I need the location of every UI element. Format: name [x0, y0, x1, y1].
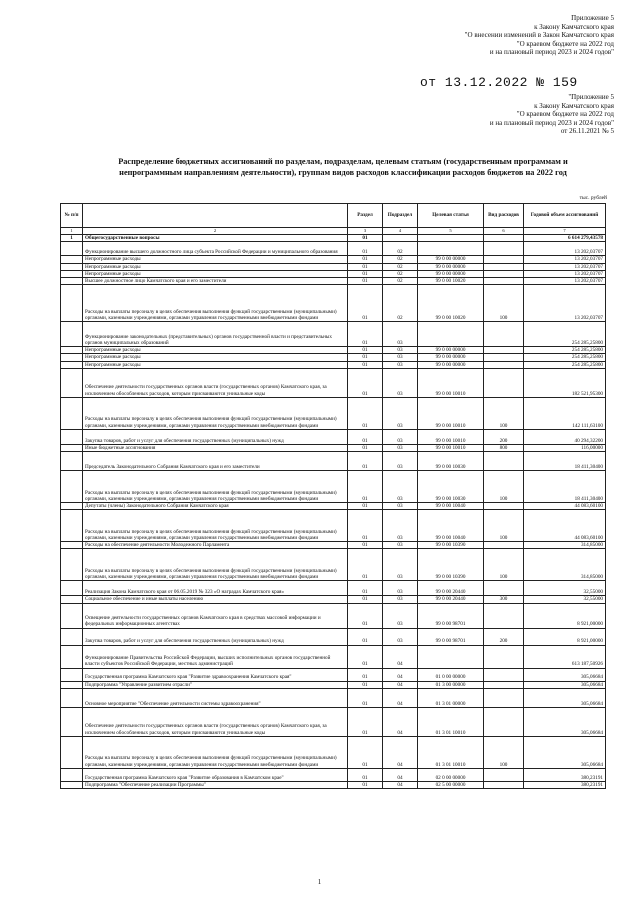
row-name: Обеспечение деятельности государственных органов власти (государственных органов) Камчатского края, за исключением обособленных расходов, которым присваиваются уникальные коды — [83, 707, 348, 736]
row-subsection: 03 — [383, 368, 418, 397]
header-line: "Приложение 5 — [568, 93, 614, 101]
col-header-section: Раздел — [348, 204, 383, 228]
row-number — [61, 270, 83, 277]
row-section: 01 — [348, 681, 383, 688]
row-number — [61, 542, 83, 549]
row-target-article: 02 0 00 00000 — [418, 768, 484, 781]
table-row — [61, 429, 606, 444]
row-amount: 32,55000 — [524, 581, 606, 596]
row-amount: 18 411,30400 — [524, 471, 606, 503]
table-row — [61, 278, 606, 285]
row-section: 01 — [348, 285, 383, 322]
row-subsection: 04 — [383, 781, 418, 788]
table-row — [61, 444, 606, 451]
table-row — [61, 347, 606, 354]
row-name: Непрограммные расходы — [83, 256, 348, 263]
row-amount: 40 294,32200 — [524, 429, 606, 444]
row-number — [61, 354, 83, 361]
row-target-article: 01 0 00 00000 — [418, 668, 484, 681]
table-row — [61, 581, 606, 596]
row-amount: 18 411,30400 — [524, 452, 606, 471]
row-name: Функционирование законодательных (представительных) органов государственной власти и представительных органов муниципальных образований — [83, 322, 348, 347]
document-title: Распределение бюджетных ассигнований по разделам, подразделам, целевым статьям (государственным программам и непрограммным направлениям деятельности), группам видов расходов классификации расходов бюджетов на 2022 год — [118, 157, 568, 177]
row-number — [61, 628, 83, 645]
row-subsection: 03 — [383, 549, 418, 581]
row-number — [61, 503, 83, 510]
row-name: Расходы на обеспечение деятельности Молодежного Парламента — [83, 542, 348, 549]
row-section: 01 — [348, 645, 383, 668]
row-subsection: 04 — [383, 688, 418, 707]
row-name: Общегосударственные вопросы — [83, 235, 348, 242]
row-target-article: 99 0 00 10390 — [418, 542, 484, 549]
row-number — [61, 768, 83, 781]
row-section: 01 — [348, 270, 383, 277]
row-subsection: 04 — [383, 707, 418, 736]
row-subsection: 03 — [383, 347, 418, 354]
row-name: Государственная программа Камчатского края "Развитие здравоохранения Камчатского края" — [83, 668, 348, 681]
row-number — [61, 688, 83, 707]
header-line: "О краевом бюджете на 2022 год — [516, 39, 614, 48]
row-number — [61, 429, 83, 444]
row-name: Расходы на выплаты персоналу в целях обеспечения выполнения функций государственными (муниципальными) органами, казенными учреждениями, органами управления государственными внебюджетными фондами — [83, 549, 348, 581]
row-target-article: 99 0 00 00000 — [418, 361, 484, 368]
row-subsection: 02 — [383, 278, 418, 285]
table-row — [61, 354, 606, 361]
row-section: 01 — [348, 668, 383, 681]
row-target-article: 01 3 01 00000 — [418, 688, 484, 707]
row-section: 01 — [348, 242, 383, 256]
row-expense-type — [484, 768, 524, 781]
row-target-article — [418, 645, 484, 668]
row-number — [61, 736, 83, 768]
row-amount: 254 285,25800 — [524, 347, 606, 354]
row-amount: 13 202,03707 — [524, 285, 606, 322]
row-subsection: 03 — [383, 452, 418, 471]
document-date-number: от 13.12.2022 № 159 — [420, 75, 578, 90]
row-expense-type: 100 — [484, 736, 524, 768]
col-number: 6 — [484, 228, 524, 235]
col-header-subsection: Подраздел — [383, 204, 418, 228]
table-row — [61, 603, 606, 628]
row-name: Расходы на выплаты персоналу в целях обеспечения выполнения функций государственными (муниципальными) органами, казенными учреждениями, органами управления государственными внебюджетными фондами — [83, 285, 348, 322]
table-row — [61, 781, 606, 788]
row-amount: 44 083,60100 — [524, 510, 606, 542]
col-number: 3 — [348, 228, 383, 235]
row-target-article: 99 0 00 00000 — [418, 256, 484, 263]
row-amount: 314,85000 — [524, 549, 606, 581]
row-number — [61, 347, 83, 354]
row-target-article: 01 3 01 10010 — [418, 736, 484, 768]
row-target-article: 99 0 00 10010 — [418, 429, 484, 444]
row-target-article: 99 0 00 00000 — [418, 270, 484, 277]
row-amount: 380,23191 — [524, 781, 606, 788]
row-amount: 305,06684 — [524, 707, 606, 736]
row-section: 01 — [348, 263, 383, 270]
row-subsection: 02 — [383, 263, 418, 270]
row-section: 01 — [348, 781, 383, 788]
row-amount: 380,23191 — [524, 768, 606, 781]
row-subsection — [383, 235, 418, 242]
row-subsection: 03 — [383, 581, 418, 596]
header-line: и на плановый период 2023 и 2024 годов" — [489, 118, 614, 127]
row-name: Расходы на выплаты персоналу в целях обеспечения выполнения функций государственными (муниципальными) органами, казенными учреждениями, органами управления государственными внебюджетными фондами — [83, 397, 348, 429]
row-subsection: 03 — [383, 429, 418, 444]
table-header-row — [61, 204, 606, 228]
row-amount: 305,06684 — [524, 688, 606, 707]
row-subsection: 03 — [383, 603, 418, 628]
row-amount: 6 614 279,43578 — [524, 235, 606, 242]
row-section: 01 — [348, 628, 383, 645]
row-number — [61, 256, 83, 263]
row-expense-type — [484, 503, 524, 510]
table-row — [61, 270, 606, 277]
row-subsection: 02 — [383, 256, 418, 263]
row-target-article: 99 0 00 20440 — [418, 581, 484, 596]
table-row — [61, 397, 606, 429]
row-target-article — [418, 242, 484, 256]
row-subsection: 03 — [383, 503, 418, 510]
row-expense-type — [484, 781, 524, 788]
row-subsection: 02 — [383, 242, 418, 256]
row-target-article: 99 0 00 98701 — [418, 603, 484, 628]
row-section: 01 — [348, 235, 383, 242]
page-number: 1 — [317, 878, 322, 886]
row-subsection: 02 — [383, 270, 418, 277]
row-expense-type: 200 — [484, 429, 524, 444]
row-number — [61, 397, 83, 429]
row-number — [61, 285, 83, 322]
row-subsection: 02 — [383, 285, 418, 322]
row-number — [61, 581, 83, 596]
row-section: 01 — [348, 397, 383, 429]
table-row — [61, 707, 606, 736]
row-name: Иные бюджетные ассигнования — [83, 444, 348, 451]
table-row — [61, 256, 606, 263]
row-number — [61, 322, 83, 347]
row-target-article — [418, 235, 484, 242]
row-expense-type — [484, 278, 524, 285]
row-section: 01 — [348, 452, 383, 471]
row-expense-type — [484, 368, 524, 397]
col-number: 4 — [383, 228, 418, 235]
row-number — [61, 452, 83, 471]
row-number — [61, 361, 83, 368]
table-row — [61, 549, 606, 581]
row-section: 01 — [348, 278, 383, 285]
row-number — [61, 603, 83, 628]
row-amount: 13 202,03707 — [524, 263, 606, 270]
row-number — [61, 471, 83, 503]
row-expense-type — [484, 256, 524, 263]
row-number — [61, 263, 83, 270]
row-section: 01 — [348, 322, 383, 347]
table-row — [61, 503, 606, 510]
row-name: Закупка товаров, работ и услуг для обеспечения государственных (муниципальных) нужд — [83, 429, 348, 444]
row-section: 01 — [348, 256, 383, 263]
row-amount: 613 187,50926 — [524, 645, 606, 668]
table-row — [61, 645, 606, 668]
row-amount: 182 521,95300 — [524, 368, 606, 397]
table-row — [61, 668, 606, 681]
row-expense-type: 200 — [484, 628, 524, 645]
row-expense-type — [484, 581, 524, 596]
row-target-article: 99 0 00 10040 — [418, 503, 484, 510]
row-name: Высшее должностное лицо Камчатского края и его заместители — [83, 278, 348, 285]
row-target-article: 99 0 00 98701 — [418, 628, 484, 645]
row-name: Освещение деятельности государственных органов Камчатского края в средствах массовой информации и федеральных информационных агентствах — [83, 603, 348, 628]
row-target-article: 99 0 00 10030 — [418, 452, 484, 471]
row-amount: 305,06684 — [524, 668, 606, 681]
row-expense-type — [484, 707, 524, 736]
row-target-article: 99 0 00 10020 — [418, 285, 484, 322]
row-amount: 44 083,60100 — [524, 503, 606, 510]
row-target-article — [418, 322, 484, 347]
row-subsection: 04 — [383, 681, 418, 688]
header-line: и на плановый период 2023 и 2024 годов" — [489, 48, 614, 57]
row-expense-type — [484, 270, 524, 277]
row-section: 01 — [348, 510, 383, 542]
row-section: 01 — [348, 603, 383, 628]
col-number: 2 — [83, 228, 348, 235]
table-row — [61, 736, 606, 768]
table-row — [61, 596, 606, 603]
row-number — [61, 781, 83, 788]
row-target-article: 01 3 00 00000 — [418, 681, 484, 688]
row-expense-type — [484, 681, 524, 688]
row-expense-type: 100 — [484, 285, 524, 322]
row-target-article: 99 0 00 10040 — [418, 510, 484, 542]
table-row — [61, 681, 606, 688]
row-name: Непрограммные расходы — [83, 347, 348, 354]
row-amount: 32,55000 — [524, 596, 606, 603]
row-subsection: 03 — [383, 510, 418, 542]
row-section: 01 — [348, 736, 383, 768]
row-subsection: 03 — [383, 361, 418, 368]
row-amount: 13 202,03707 — [524, 242, 606, 256]
row-expense-type — [484, 668, 524, 681]
table-row — [61, 452, 606, 471]
row-number — [61, 668, 83, 681]
row-subsection: 03 — [383, 596, 418, 603]
row-target-article: 99 0 00 00000 — [418, 263, 484, 270]
table-row — [61, 285, 606, 322]
col-number: 7 — [524, 228, 606, 235]
row-number — [61, 444, 83, 451]
col-number: 1 — [61, 228, 83, 235]
row-name: Расходы на выплаты персоналу в целях обеспечения выполнения функций государственными (муниципальными) органами, казенными учреждениями, органами управления государственными внебюджетными фондами — [83, 736, 348, 768]
row-expense-type: 100 — [484, 510, 524, 542]
header-line: от 26.11.2021 № 5 — [560, 127, 614, 136]
table-row — [61, 628, 606, 645]
row-section: 01 — [348, 596, 383, 603]
row-amount: 13 202,03707 — [524, 278, 606, 285]
row-amount: 142 111,63100 — [524, 397, 606, 429]
row-name: Обеспечение деятельности государственных органов власти (государственных органов) Камчатского края, за исключением обособленных расходов, которым присваиваются уникальные коды — [83, 368, 348, 397]
row-amount: 305,06684 — [524, 681, 606, 688]
row-target-article: 99 0 00 10010 — [418, 397, 484, 429]
unit-label: тыс. рублей — [579, 195, 607, 201]
header-line: к Закону Камчатского края — [534, 101, 614, 110]
header-line: Приложение 5 — [571, 14, 614, 22]
row-name: Подпрограмма "Обеспечение реализации Программы" — [83, 781, 348, 788]
row-section: 01 — [348, 581, 383, 596]
row-subsection: 03 — [383, 542, 418, 549]
row-name: Депутаты (члены) Законодательного Собрания Камчатского края — [83, 503, 348, 510]
row-section: 01 — [348, 354, 383, 361]
row-target-article: 99 0 00 00000 — [418, 347, 484, 354]
row-name: Подпрограмма "Управление развитием отрасли" — [83, 681, 348, 688]
row-amount: 254 285,25800 — [524, 322, 606, 347]
column-numbers-row — [61, 228, 606, 235]
row-amount: 13 202,03707 — [524, 256, 606, 263]
row-number: 1 — [61, 235, 83, 242]
row-amount: 305,06684 — [524, 736, 606, 768]
row-name: Расходы на выплаты персоналу в целях обеспечения выполнения функций государственными (муниципальными) органами, казенными учреждениями, органами управления государственными внебюджетными фондами — [83, 471, 348, 503]
row-amount: 314,85000 — [524, 542, 606, 549]
row-number — [61, 645, 83, 668]
table-row — [61, 242, 606, 256]
row-expense-type — [484, 235, 524, 242]
table-row — [61, 322, 606, 347]
row-name: Председатель Законодательного Собрания Камчатского края и его заместители — [83, 452, 348, 471]
row-target-article: 99 0 00 10020 — [418, 278, 484, 285]
row-amount: 116,00000 — [524, 444, 606, 451]
col-header-target: Целевая статья — [418, 204, 484, 228]
row-section: 01 — [348, 429, 383, 444]
row-section: 01 — [348, 542, 383, 549]
row-number — [61, 368, 83, 397]
row-section: 01 — [348, 368, 383, 397]
row-target-article: 99 0 00 10010 — [418, 368, 484, 397]
row-subsection: 03 — [383, 444, 418, 451]
row-subsection: 03 — [383, 471, 418, 503]
row-target-article: 02 5 00 00000 — [418, 781, 484, 788]
row-name: Непрограммные расходы — [83, 361, 348, 368]
row-target-article: 99 0 00 10390 — [418, 549, 484, 581]
col-header-name — [83, 204, 348, 228]
row-subsection: 03 — [383, 397, 418, 429]
header-second-block — [490, 93, 614, 136]
row-number — [61, 549, 83, 581]
table-row — [61, 263, 606, 270]
row-section: 01 — [348, 361, 383, 368]
col-number: 5 — [418, 228, 484, 235]
row-amount: 254 285,25800 — [524, 354, 606, 361]
row-name: Непрограммные расходы — [83, 270, 348, 277]
row-subsection: 04 — [383, 668, 418, 681]
row-subsection: 03 — [383, 628, 418, 645]
table-row — [61, 361, 606, 368]
row-expense-type — [484, 603, 524, 628]
row-amount: 8 921,00000 — [524, 628, 606, 645]
row-expense-type: 100 — [484, 397, 524, 429]
row-number — [61, 510, 83, 542]
row-subsection: 03 — [383, 322, 418, 347]
row-name: Непрограммные расходы — [83, 354, 348, 361]
row-expense-type: 100 — [484, 471, 524, 503]
table-row — [61, 235, 606, 242]
row-name: Непрограммные расходы — [83, 263, 348, 270]
row-expense-type — [484, 347, 524, 354]
row-subsection: 04 — [383, 736, 418, 768]
header-line: "О краевом бюджете на 2022 год — [516, 110, 614, 119]
row-number — [61, 278, 83, 285]
row-name: Функционирование Правительства Российской Федерации, высших исполнительных органов государственной власти субъектов Российской Федерации, местных администраций — [83, 645, 348, 668]
row-amount: 254 285,25800 — [524, 361, 606, 368]
header-top-block — [465, 14, 614, 57]
row-name: Социальное обеспечение и иные выплаты населению — [83, 596, 348, 603]
row-number — [61, 707, 83, 736]
row-section: 01 — [348, 707, 383, 736]
row-expense-type — [484, 263, 524, 270]
row-name: Функционирование высшего должностного лица субъекта Российской Федерации и муниципального образования — [83, 242, 348, 256]
col-header-type: Вид расходов — [484, 204, 524, 228]
table-row — [61, 510, 606, 542]
row-target-article: 99 0 00 20440 — [418, 596, 484, 603]
table-row — [61, 471, 606, 503]
row-section: 01 — [348, 347, 383, 354]
table-row — [61, 542, 606, 549]
row-section: 01 — [348, 768, 383, 781]
budget-table — [60, 203, 606, 789]
row-section: 01 — [348, 503, 383, 510]
row-subsection: 03 — [383, 354, 418, 361]
row-expense-type: 800 — [484, 444, 524, 451]
row-amount: 8 921,00000 — [524, 603, 606, 628]
row-target-article: 99 0 00 00000 — [418, 354, 484, 361]
row-section: 01 — [348, 688, 383, 707]
row-section: 01 — [348, 471, 383, 503]
row-subsection: 04 — [383, 645, 418, 668]
col-header-num: № п/п — [61, 204, 83, 228]
row-section: 01 — [348, 549, 383, 581]
col-header-amount: Годовой объем ассигнований — [524, 204, 606, 228]
table-row — [61, 688, 606, 707]
row-name: Расходы на выплаты персоналу в целях обеспечения выполнения функций государственными (муниципальными) органами, казенными учреждениями, органами управления государственными внебюджетными фондами — [83, 510, 348, 542]
row-number — [61, 596, 83, 603]
row-expense-type — [484, 322, 524, 347]
row-expense-type — [484, 645, 524, 668]
row-name: Закупка товаров, работ и услуг для обеспечения государственных (муниципальных) нужд — [83, 628, 348, 645]
row-target-article: 01 3 01 10010 — [418, 707, 484, 736]
header-line: к Закону Камчатского края — [534, 22, 614, 31]
row-name: Государственная программа Камчатского края "Развитие образования в Камчатском крае" — [83, 768, 348, 781]
row-expense-type — [484, 361, 524, 368]
row-target-article: 99 0 00 10030 — [418, 471, 484, 503]
row-expense-type — [484, 242, 524, 256]
header-line: "О внесении изменений в Закон Камчатского края — [464, 31, 614, 40]
row-expense-type: 300 — [484, 596, 524, 603]
row-amount: 13 202,03707 — [524, 270, 606, 277]
row-expense-type — [484, 452, 524, 471]
row-number — [61, 681, 83, 688]
row-number — [61, 242, 83, 256]
row-expense-type — [484, 688, 524, 707]
row-expense-type: 100 — [484, 549, 524, 581]
row-subsection: 04 — [383, 768, 418, 781]
row-expense-type — [484, 354, 524, 361]
row-target-article: 99 0 00 10010 — [418, 444, 484, 451]
table-row — [61, 768, 606, 781]
row-name: Основное мероприятие "Обеспечение деятельности системы здравоохранения" — [83, 688, 348, 707]
row-section: 01 — [348, 444, 383, 451]
table-row — [61, 368, 606, 397]
row-name: Реализация Закона Камчатского края от 06.05.2019 № 323 «О наградах Камчатского края» — [83, 581, 348, 596]
row-expense-type — [484, 542, 524, 549]
